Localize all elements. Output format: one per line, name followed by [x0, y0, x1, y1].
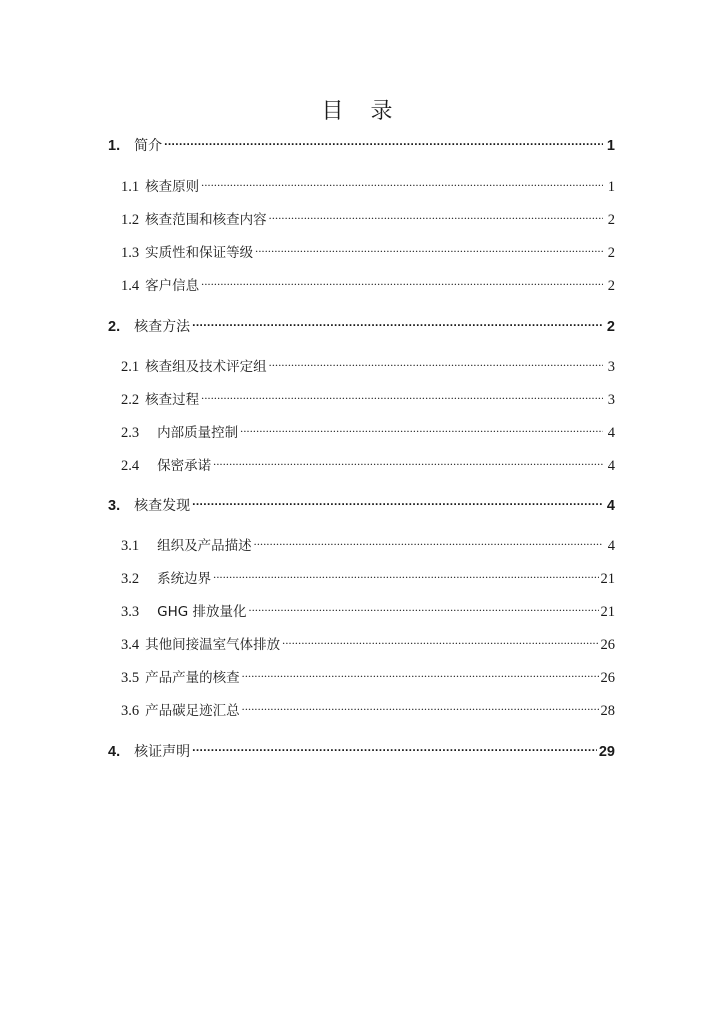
toc-entry[interactable] [121, 693, 615, 719]
toc-leader-dots [213, 561, 598, 583]
toc-entry-number: 2.2 [121, 392, 140, 408]
toc-leader-dots [164, 128, 603, 150]
toc-entry-number: 3.1 [121, 538, 140, 554]
toc-entry[interactable] [121, 268, 615, 294]
toc-entry-number: 1.2 [121, 212, 140, 228]
toc-leader-dots [269, 349, 603, 371]
toc-entry-label: 简介 [134, 138, 163, 154]
toc-entry-label: 核查组及技术评定组 [145, 359, 267, 375]
toc-leader-dots [192, 309, 603, 331]
toc-leader-dots [282, 627, 598, 649]
toc-leader-dots [240, 415, 603, 437]
toc-entry-number: 1.1 [121, 179, 140, 195]
toc-entry-page: 1 [607, 179, 615, 195]
toc-entry-page: 1 [606, 138, 615, 154]
toc-entry-page: 2 [606, 319, 615, 335]
toc-entry-page: 4 [607, 425, 615, 441]
toc-entry-page: 21 [600, 571, 615, 587]
toc-entry-number: 3.4 [121, 637, 140, 653]
toc-entry-number: 3.6 [121, 703, 140, 719]
toc-entry-label: 产品碳足迹汇总 [145, 703, 240, 719]
toc-entry-label: 核查过程 [145, 392, 200, 408]
toc-leader-dots [201, 268, 603, 290]
toc-entry-number: 3.5 [121, 670, 140, 686]
toc-entry[interactable] [121, 202, 615, 228]
toc-entry-label: 产品产量的核查 [145, 670, 240, 686]
toc-entry-label: 核查方法 [134, 319, 191, 335]
toc-entry-number: 3.3 [121, 604, 140, 620]
toc-leader-dots [242, 660, 599, 682]
toc-entry-label: 系统边界 [157, 571, 212, 587]
toc-entry-number: 3.2 [121, 571, 140, 587]
toc-leader-dots [249, 594, 599, 616]
toc-entry-label: 核查发现 [134, 498, 191, 514]
toc-entry[interactable] [121, 349, 615, 375]
toc-entry[interactable] [121, 169, 615, 195]
toc-entry[interactable] [121, 448, 615, 474]
toc-leader-dots [269, 202, 603, 224]
toc-leader-dots [192, 488, 603, 510]
toc-leader-dots [255, 235, 603, 257]
toc-entry[interactable] [121, 235, 615, 261]
toc-entry-label: 核证声明 [134, 744, 191, 760]
toc-entry-page: 4 [607, 458, 615, 474]
toc-entry[interactable] [121, 660, 615, 686]
toc-entry-label: 组织及产品描述 [157, 538, 252, 554]
toc-entry-number: 1. [108, 138, 121, 154]
toc-entry[interactable] [108, 488, 615, 514]
toc-entry[interactable] [108, 309, 615, 335]
toc-leader-dots [254, 528, 603, 550]
toc-leader-dots [192, 734, 597, 756]
toc-entry-page: 2 [607, 278, 615, 294]
toc-entry-page: 28 [600, 703, 615, 719]
toc-entry[interactable] [108, 128, 615, 154]
toc-entry-page: 26 [600, 670, 615, 686]
toc-entry-label: 核查原则 [145, 179, 200, 195]
toc-title: 目 录 [321, 99, 403, 124]
toc-leader-dots [242, 693, 599, 715]
toc-leader-dots [201, 382, 603, 404]
toc-entry-label: 客户信息 [145, 278, 200, 294]
toc-entry[interactable] [121, 627, 615, 653]
toc-entry[interactable] [108, 734, 615, 760]
toc-entry-number: 1.4 [121, 278, 140, 294]
toc-entry-page: 29 [598, 744, 615, 760]
toc-entry[interactable] [121, 594, 615, 620]
toc-entry-number: 1.3 [121, 245, 140, 261]
toc-entry-number: 2.4 [121, 458, 140, 474]
toc-entry-page: 3 [607, 392, 615, 408]
toc-entry-label: 保密承诺 [157, 458, 212, 474]
toc-entry-page: 4 [606, 498, 615, 514]
toc-entry-label: 其他间接温室气体排放 [145, 637, 281, 653]
toc-entry-page: 26 [600, 637, 615, 653]
toc-entry-label: 实质性和保证等级 [145, 245, 254, 261]
toc-entry-number: 3. [108, 498, 121, 514]
toc-leader-dots [201, 169, 603, 191]
toc-entry-label: GHG 排放量化 [157, 604, 247, 620]
toc-entry[interactable] [121, 561, 615, 587]
toc-entry-label: 核查范围和核查内容 [145, 212, 267, 228]
toc-entry-page: 2 [607, 245, 615, 261]
toc-entry[interactable] [121, 528, 615, 554]
toc-entry[interactable] [121, 382, 615, 408]
toc-entry-label: 内部质量控制 [157, 425, 239, 441]
toc-entry-number: 2.3 [121, 425, 140, 441]
toc-leader-dots [213, 448, 603, 470]
toc-entry-number: 2. [108, 319, 121, 335]
toc-entry-page: 21 [600, 604, 615, 620]
toc-entry[interactable] [121, 415, 615, 441]
toc-entry-number: 4. [108, 744, 121, 760]
toc-entry-page: 2 [607, 212, 615, 228]
toc-entry-number: 2.1 [121, 359, 140, 375]
toc-entry-page: 3 [607, 359, 615, 375]
toc-entry-page: 4 [607, 538, 615, 554]
